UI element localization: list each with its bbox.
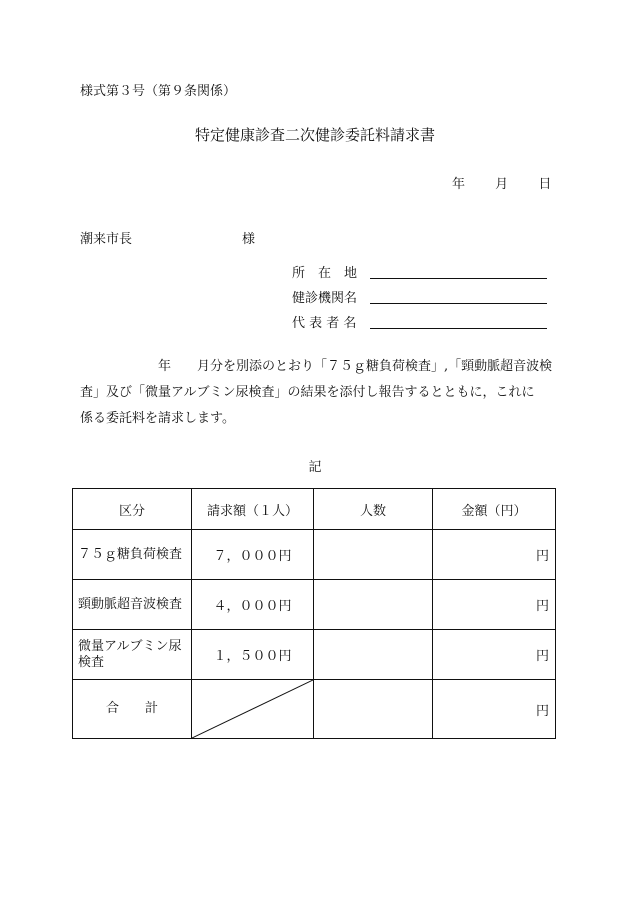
sender-address-field[interactable]: [292, 262, 367, 281]
sender-address-label: 所 在 地: [292, 266, 358, 281]
row-category: 微量アルブミン尿検査: [73, 630, 192, 680]
sender-representative-label: 代 表 者 名: [292, 316, 357, 331]
addressee-honorific: 様: [242, 232, 256, 247]
date-line: [452, 173, 551, 192]
row-category: 頸動脈超音波検査: [73, 580, 192, 630]
row-amount-cell[interactable]: 円: [433, 630, 556, 680]
row-amount-cell[interactable]: 円: [433, 580, 556, 630]
total-amount-cell[interactable]: 円: [433, 680, 556, 739]
addressee-name: 潮来市長: [80, 232, 133, 247]
sender-institution-label: 健診機関名: [292, 291, 358, 306]
document-title: 特定健康診査二次健診委託料請求書: [194, 126, 435, 144]
row-count-cell[interactable]: [314, 530, 433, 580]
date-month: 月: [495, 177, 509, 192]
row-count-cell[interactable]: [314, 580, 433, 630]
body-line-3: 係る委託料を請求します。: [80, 411, 235, 426]
sender-representative-line: [370, 328, 547, 329]
header-count: 人数: [314, 489, 433, 530]
date-day: 日: [538, 177, 552, 192]
sender-institution-line: [370, 303, 547, 304]
table-row: [73, 530, 556, 580]
addressee: [80, 228, 255, 247]
sender-address-line: [370, 278, 547, 279]
row-count-cell[interactable]: [314, 630, 433, 680]
row-amount-cell[interactable]: 円: [433, 530, 556, 580]
body-line-1: 年 月分を別添のとおり「７５ｇ糖負荷検査」,「頸動脈超音波検: [80, 359, 553, 374]
date-year: 年: [452, 177, 466, 192]
row-price: ４，０００円: [192, 580, 314, 630]
table-header-row: [73, 489, 556, 530]
form-number: 様式第３号（第９条関係）: [80, 84, 237, 99]
row-price: １，５００円: [192, 630, 314, 680]
total-diagonal-cell: [192, 680, 314, 739]
header-price: 請求額（１人）: [192, 489, 314, 530]
row-price: ７，０００円: [192, 530, 314, 580]
table-row: [73, 630, 556, 680]
total-label: 合 計: [73, 680, 192, 739]
table-total-row: [73, 680, 556, 739]
header-category: 区分: [73, 489, 192, 530]
ki-heading: 記: [308, 460, 322, 475]
fee-table: [72, 488, 556, 739]
diagonal-line: [192, 680, 313, 738]
row-category: ７５ｇ糖負荷検査: [73, 530, 192, 580]
table-row: [73, 580, 556, 630]
header-amount: 金額（円）: [433, 489, 556, 530]
body-text: [80, 354, 555, 432]
sender-representative-field[interactable]: [292, 312, 367, 331]
sender-institution-field[interactable]: [292, 287, 367, 306]
total-count-cell[interactable]: [314, 680, 433, 739]
body-line-2: 査」及び「微量アルブミン尿検査」の結果を添付し報告するとともに，これに: [80, 385, 535, 400]
